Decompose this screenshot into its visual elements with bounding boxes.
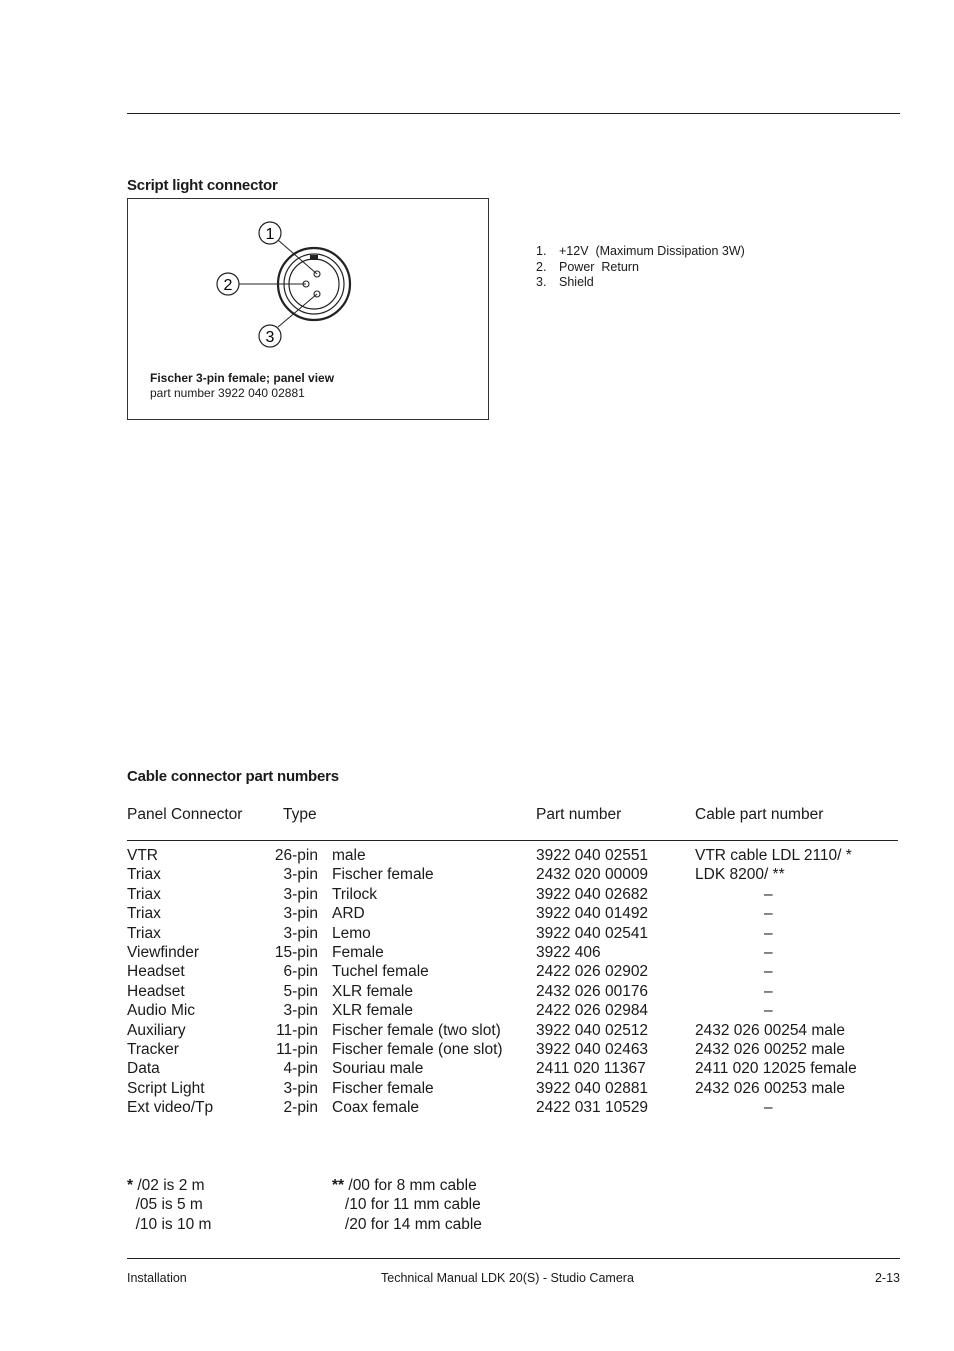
- cell-panel: Triax: [127, 905, 161, 923]
- cell-panel: Tracker: [127, 1041, 179, 1058]
- note-line: /10 for 11 mm cable: [332, 1196, 481, 1214]
- cable-part-numbers-heading: Cable connector part numbers: [127, 768, 339, 785]
- cell-pins: 3-pin: [283, 1079, 318, 1097]
- footer-title: Technical Manual LDK 20(S) - Studio Camera: [381, 1271, 634, 1285]
- col-header-type: Type: [283, 806, 317, 823]
- cell-panel: VTR: [127, 847, 158, 864]
- cell-type: Female: [332, 944, 384, 961]
- cell-pins: 3-pin: [283, 866, 318, 884]
- leader-3: [278, 294, 317, 327]
- cell-cable: –: [764, 1099, 773, 1117]
- col-header-cable: Cable part number: [695, 806, 824, 823]
- cell-part: 3922 406: [536, 944, 601, 961]
- cell-type: ARD: [332, 905, 365, 923]
- cell-type: Fischer female (one slot): [332, 1041, 503, 1058]
- col-header-part: Part number: [536, 806, 622, 823]
- col-header-panel: Panel Connector: [127, 806, 243, 823]
- cell-cable: 2432 026 00254 male: [695, 1021, 845, 1039]
- callout-3-label: 3: [265, 329, 275, 346]
- cell-type: Souriau male: [332, 1060, 424, 1078]
- footer-page-number: 2-13: [874, 1271, 900, 1285]
- cell-part: 2432 026 00176: [536, 982, 649, 1000]
- cell-cable: –: [764, 905, 773, 923]
- cell-part: 3922 040 02881: [536, 1079, 649, 1097]
- connector-key: [310, 255, 318, 260]
- cell-panel: Triax: [127, 924, 161, 942]
- cell-panel: Audio Mic: [127, 1002, 196, 1020]
- connector-diagram-box: [127, 198, 489, 420]
- cell-type: male: [332, 847, 366, 864]
- script-light-heading: Script light connector: [127, 177, 278, 194]
- cell-type: Trilock: [332, 885, 378, 903]
- diagram-caption-part: part number 3922 040 02881: [150, 386, 305, 400]
- table-header-rule: [127, 840, 898, 841]
- cell-panel: Headset: [127, 963, 185, 981]
- cell-panel: Viewfinder: [127, 944, 200, 961]
- cell-pins: 11-pin: [276, 1021, 318, 1039]
- cell-cable: –: [764, 982, 773, 1000]
- pin-assignment-list: [536, 244, 745, 291]
- cell-panel: Data: [127, 1060, 160, 1078]
- top-rule: [127, 113, 900, 114]
- cell-cable: –: [764, 944, 773, 961]
- cell-cable: –: [764, 1002, 773, 1020]
- footer-rule: [127, 1258, 900, 1259]
- note-line: * /02 is 2 m: [127, 1177, 205, 1194]
- note-line: /20 for 14 mm cable: [332, 1215, 482, 1233]
- cell-pins: 2-pin: [283, 1099, 318, 1117]
- footer-section: Installation: [127, 1271, 187, 1285]
- cell-pins: 3-pin: [283, 1002, 318, 1020]
- cell-type: Lemo: [332, 924, 371, 942]
- cell-cable: 2411 020 12025 female: [695, 1060, 857, 1078]
- cell-part: 3922 040 02551: [536, 847, 649, 864]
- note-line: ** /00 for 8 mm cable: [332, 1177, 477, 1194]
- cell-part: 2422 026 02984: [536, 1002, 649, 1020]
- cell-part: 3922 040 02541: [536, 924, 649, 942]
- cell-pins: 3-pin: [283, 924, 318, 942]
- cell-type: Coax female: [332, 1099, 420, 1117]
- cell-pins: 15-pin: [274, 944, 318, 961]
- cell-part: 2432 020 00009: [536, 866, 649, 884]
- cell-part: 2411 020 11367: [536, 1060, 646, 1078]
- cell-type: XLR female: [332, 1002, 413, 1020]
- callout-1-label: 1: [265, 226, 275, 243]
- pin-item: 3. Shield: [536, 275, 594, 289]
- pin-item: 2. Power Return: [536, 259, 639, 274]
- cell-pins: 4-pin: [283, 1060, 318, 1078]
- cell-cable: –: [764, 924, 773, 942]
- cell-pins: 3-pin: [283, 885, 318, 903]
- cell-type: Fischer female: [332, 1079, 434, 1097]
- cell-panel: Auxiliary: [127, 1021, 186, 1039]
- cell-cable: –: [764, 885, 773, 903]
- cell-type: Fischer female: [332, 866, 434, 884]
- cell-type: Tuchel female: [332, 963, 429, 981]
- cell-pins: 3-pin: [283, 905, 318, 923]
- cell-pins: 11-pin: [276, 1041, 318, 1058]
- cell-panel: Headset: [127, 982, 185, 1000]
- cell-type: Fischer female (two slot): [332, 1021, 501, 1039]
- pin-item: 1. +12V (Maximum Dissipation 3W): [536, 244, 745, 258]
- cell-part: 3922 040 02512: [536, 1021, 649, 1039]
- cell-cable: 2432 026 00252 male: [695, 1041, 845, 1058]
- diagram-caption-title: Fischer 3-pin female; panel view: [150, 371, 335, 385]
- cell-cable: 2432 026 00253 male: [695, 1079, 845, 1097]
- cell-part: 2422 031 10529: [536, 1099, 649, 1117]
- cell-pins: 5-pin: [283, 982, 318, 1000]
- cell-panel: Triax: [127, 885, 161, 903]
- cell-cable: VTR cable LDL 2110/ *: [695, 847, 852, 864]
- cell-part: 3922 040 01492: [536, 905, 649, 923]
- note-line: /10 is 10 m: [127, 1215, 212, 1233]
- cell-cable: LDK 8200/ **: [695, 866, 785, 884]
- callout-2-label: 2: [223, 277, 233, 294]
- cell-part: 3922 040 02463: [536, 1041, 649, 1058]
- cell-type: XLR female: [332, 982, 413, 1000]
- cell-part: 3922 040 02682: [536, 885, 649, 903]
- cell-cable: –: [764, 963, 773, 981]
- cell-panel: Script Light: [127, 1079, 205, 1097]
- cell-panel: Ext video/Tp: [127, 1099, 214, 1117]
- cell-pins: 6-pin: [283, 963, 318, 981]
- cell-panel: Triax: [127, 866, 161, 884]
- cell-pins: 26-pin: [274, 847, 318, 864]
- cell-part: 2422 026 02902: [536, 963, 649, 981]
- note-line: /05 is 5 m: [127, 1196, 203, 1214]
